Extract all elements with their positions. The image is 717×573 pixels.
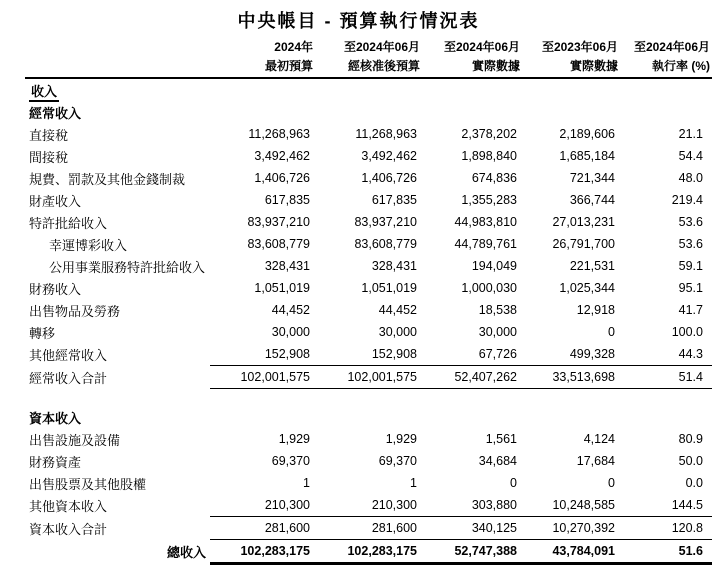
cell-actual-current bbox=[422, 101, 522, 123]
cell-initial-budget: 83,937,210 bbox=[247, 215, 310, 229]
cell-execution-rate: 100.0 bbox=[671, 325, 703, 339]
row-label: 轉移 bbox=[29, 325, 56, 341]
row-label: 經常收入合計 bbox=[29, 370, 108, 386]
cell-actual-prior: 1,685,184 bbox=[559, 149, 615, 163]
cell-actual-current: 44,789,761 bbox=[454, 237, 517, 251]
cell-revised-budget: 3,492,462 bbox=[361, 149, 417, 163]
empty-cell bbox=[422, 78, 522, 101]
income-section-label bbox=[25, 78, 210, 101]
row-label: 總收入 bbox=[166, 545, 206, 560]
row-label: 經常收入 bbox=[29, 105, 82, 121]
cell-initial-budget: 3,492,462 bbox=[254, 149, 310, 163]
empty-cell bbox=[522, 78, 620, 101]
cell-actual-current: 1,355,283 bbox=[461, 193, 517, 207]
cell-revised-budget: 69,370 bbox=[378, 454, 417, 468]
table-row bbox=[25, 101, 712, 123]
cell-revised-budget bbox=[315, 389, 422, 407]
cell-revised-budget: 30,000 bbox=[378, 325, 417, 339]
cell-initial-budget: 102,001,575 bbox=[210, 366, 315, 389]
row-label bbox=[25, 389, 210, 407]
row-label: 特許批給收入 bbox=[29, 215, 108, 231]
row-label: 財產收入 bbox=[29, 193, 82, 209]
col-header-initial-budget-period: 2024年 bbox=[274, 40, 313, 54]
table-row bbox=[25, 406, 712, 428]
cell-initial-budget bbox=[210, 389, 315, 407]
row-label: 資本收入合計 bbox=[29, 521, 108, 537]
cell-actual-current: 52,407,262 bbox=[422, 366, 522, 389]
cell-revised-budget: 1 bbox=[410, 476, 417, 490]
empty-cell bbox=[315, 78, 422, 101]
header-row-measure bbox=[25, 55, 712, 78]
cell-execution-rate: 54.4 bbox=[678, 149, 703, 163]
table-row bbox=[25, 255, 712, 277]
empty-cell bbox=[620, 78, 712, 101]
cell-actual-current: 30,000 bbox=[478, 325, 517, 339]
cell-actual-prior: 366,744 bbox=[569, 193, 615, 207]
cell-initial-budget: 30,000 bbox=[271, 325, 310, 339]
col-header-actual-prior: 實際數據 bbox=[522, 55, 620, 78]
cell-execution-rate: 219.4 bbox=[671, 193, 703, 207]
cell-actual-prior: 27,013,231 bbox=[552, 215, 615, 229]
cell-execution-rate: 59.1 bbox=[678, 259, 703, 273]
row-label: 其他經常收入 bbox=[29, 347, 108, 363]
cell-actual-prior: 221,531 bbox=[569, 259, 615, 273]
cell-actual-current: 44,983,810 bbox=[454, 215, 517, 229]
cell-actual-current: 34,684 bbox=[478, 454, 517, 468]
cell-revised-budget: 44,452 bbox=[378, 303, 417, 317]
cell-actual-current: 1,898,840 bbox=[461, 149, 517, 163]
table-row bbox=[25, 167, 712, 189]
col-header-execution-rate: 執行率 (%) bbox=[620, 55, 712, 78]
cell-initial-budget: 11,268,963 bbox=[248, 127, 310, 141]
cell-actual-prior: 12,918 bbox=[576, 303, 615, 317]
row-label: 資本收入 bbox=[29, 410, 82, 426]
table-row bbox=[25, 299, 712, 321]
cell-revised-budget: 102,283,175 bbox=[315, 540, 422, 564]
cell-actual-current: 194,049 bbox=[471, 259, 517, 273]
cell-actual-prior bbox=[522, 389, 620, 407]
cell-actual-prior bbox=[522, 101, 620, 123]
table-row bbox=[25, 123, 712, 145]
table-row bbox=[25, 450, 712, 472]
cell-actual-prior: 33,513,698 bbox=[522, 366, 620, 389]
cell-execution-rate: 0.0 bbox=[685, 476, 703, 490]
cell-initial-budget: 281,600 bbox=[210, 517, 315, 540]
header-row-period bbox=[25, 32, 712, 55]
table-row bbox=[25, 428, 712, 450]
cell-execution-rate: 95.1 bbox=[678, 281, 703, 295]
col-header-actual-prior-period: 至2023年06月 bbox=[541, 40, 618, 54]
cell-execution-rate bbox=[620, 406, 712, 428]
cell-initial-budget bbox=[210, 101, 315, 123]
table-row bbox=[25, 189, 712, 211]
row-label: 間接稅 bbox=[29, 149, 69, 165]
income-section-label-text: 收入 bbox=[29, 84, 59, 102]
cell-revised-budget: 617,835 bbox=[371, 193, 417, 207]
row-label: 其他資本收入 bbox=[29, 498, 108, 514]
cell-revised-budget: 210,300 bbox=[371, 498, 417, 512]
cell-revised-budget bbox=[315, 406, 422, 428]
table-row bbox=[25, 540, 712, 564]
cell-actual-prior: 0 bbox=[608, 325, 615, 339]
cell-actual-prior: 17,684 bbox=[576, 454, 615, 468]
row-label: 直接稅 bbox=[29, 127, 69, 143]
col-header-revised-budget-period: 至2024年06月 bbox=[343, 40, 420, 54]
cell-actual-current: 67,726 bbox=[478, 347, 517, 361]
cell-revised-budget: 328,431 bbox=[371, 259, 417, 273]
cell-execution-rate: 41.7 bbox=[678, 303, 703, 317]
col-header-execution-rate-period: 至2024年06月 bbox=[633, 40, 710, 54]
cell-actual-prior: 721,344 bbox=[569, 171, 615, 185]
cell-initial-budget bbox=[210, 406, 315, 428]
cell-execution-rate: 53.6 bbox=[678, 215, 703, 229]
report-page bbox=[0, 10, 717, 573]
row-label: 財務資產 bbox=[29, 454, 82, 470]
cell-actual-prior: 10,270,392 bbox=[522, 517, 620, 540]
cell-initial-budget: 44,452 bbox=[271, 303, 310, 317]
cell-execution-rate: 44.3 bbox=[678, 347, 703, 361]
cell-execution-rate: 21.1 bbox=[678, 127, 703, 141]
cell-initial-budget: 69,370 bbox=[271, 454, 310, 468]
cell-initial-budget: 102,283,175 bbox=[210, 540, 315, 564]
cell-execution-rate bbox=[620, 389, 712, 407]
cell-revised-budget: 83,608,779 bbox=[354, 237, 417, 251]
col-header-actual-current-period: 至2024年06月 bbox=[443, 40, 520, 54]
row-label: 出售設施及設備 bbox=[29, 432, 121, 448]
table-row bbox=[25, 494, 712, 517]
page-title: 中央帳目 - 預算執行情況表 bbox=[237, 11, 480, 31]
budget-execution-table bbox=[25, 32, 712, 565]
cell-revised-budget: 83,937,210 bbox=[354, 215, 417, 229]
cell-initial-budget: 1,929 bbox=[278, 432, 310, 446]
cell-initial-budget: 152,908 bbox=[264, 347, 310, 361]
header-corner-2 bbox=[25, 55, 210, 78]
cell-actual-prior: 499,328 bbox=[569, 347, 615, 361]
cell-initial-budget: 617,835 bbox=[264, 193, 310, 207]
cell-actual-prior: 10,248,585 bbox=[552, 498, 615, 512]
cell-initial-budget: 210,300 bbox=[264, 498, 310, 512]
table-row bbox=[25, 366, 712, 389]
cell-actual-current: 674,836 bbox=[471, 171, 517, 185]
cell-actual-prior: 4,124 bbox=[583, 432, 615, 446]
table-row bbox=[25, 277, 712, 299]
cell-actual-current: 303,880 bbox=[471, 498, 517, 512]
cell-actual-current: 52,747,388 bbox=[422, 540, 522, 564]
table-row bbox=[25, 211, 712, 233]
row-label: 幸運博彩收入 bbox=[49, 237, 128, 253]
cell-execution-rate bbox=[620, 101, 712, 123]
cell-revised-budget: 11,268,963 bbox=[355, 127, 417, 141]
cell-execution-rate: 144.5 bbox=[671, 498, 703, 512]
cell-execution-rate: 53.6 bbox=[678, 237, 703, 251]
cell-initial-budget: 1,051,019 bbox=[254, 281, 310, 295]
cell-revised-budget bbox=[315, 101, 422, 123]
cell-execution-rate: 80.9 bbox=[678, 432, 703, 446]
table-row bbox=[25, 472, 712, 494]
col-header-actual-current: 實際數據 bbox=[422, 55, 522, 78]
row-label: 規費、罰款及其他金錢制裁 bbox=[29, 171, 186, 187]
table-row bbox=[25, 343, 712, 366]
cell-actual-current: 18,538 bbox=[478, 303, 517, 317]
table-row bbox=[25, 517, 712, 540]
header-corner bbox=[25, 32, 210, 55]
cell-actual-prior: 1,025,344 bbox=[559, 281, 615, 295]
income-section-header-row bbox=[25, 78, 712, 101]
cell-execution-rate: 50.0 bbox=[678, 454, 703, 468]
row-label: 出售物品及勞務 bbox=[29, 303, 121, 319]
col-header-revised-budget: 經核准後預算 bbox=[315, 55, 422, 78]
cell-initial-budget: 1,406,726 bbox=[254, 171, 310, 185]
cell-initial-budget: 1 bbox=[303, 476, 310, 490]
table-row bbox=[25, 389, 712, 407]
cell-execution-rate: 51.4 bbox=[620, 366, 712, 389]
cell-execution-rate: 51.6 bbox=[620, 540, 712, 564]
cell-actual-prior: 2,189,606 bbox=[559, 127, 615, 141]
cell-initial-budget: 328,431 bbox=[264, 259, 310, 273]
cell-revised-budget: 1,051,019 bbox=[361, 281, 417, 295]
table-row bbox=[25, 145, 712, 167]
row-label: 公用事業服務特許批給收入 bbox=[49, 259, 206, 275]
cell-revised-budget: 1,406,726 bbox=[361, 171, 417, 185]
cell-actual-prior: 26,791,700 bbox=[552, 237, 615, 251]
cell-actual-current bbox=[422, 389, 522, 407]
table-body bbox=[25, 78, 712, 564]
col-header-initial-budget: 最初預算 bbox=[210, 55, 315, 78]
cell-actual-current: 1,000,030 bbox=[461, 281, 517, 295]
cell-revised-budget: 152,908 bbox=[371, 347, 417, 361]
cell-initial-budget: 83,608,779 bbox=[247, 237, 310, 251]
empty-cell bbox=[210, 78, 315, 101]
cell-actual-prior: 0 bbox=[608, 476, 615, 490]
table-row bbox=[25, 321, 712, 343]
row-label: 出售股票及其他股權 bbox=[29, 476, 147, 492]
cell-revised-budget: 1,929 bbox=[385, 432, 417, 446]
cell-revised-budget: 102,001,575 bbox=[315, 366, 422, 389]
cell-actual-current bbox=[422, 406, 522, 428]
cell-execution-rate: 48.0 bbox=[678, 171, 703, 185]
cell-execution-rate: 120.8 bbox=[620, 517, 712, 540]
cell-actual-current: 1,561 bbox=[485, 432, 517, 446]
cell-actual-current: 340,125 bbox=[422, 517, 522, 540]
cell-actual-current: 0 bbox=[510, 476, 517, 490]
cell-actual-current: 2,378,202 bbox=[461, 127, 517, 141]
row-label: 財務收入 bbox=[29, 281, 82, 297]
cell-revised-budget: 281,600 bbox=[315, 517, 422, 540]
cell-actual-prior bbox=[522, 406, 620, 428]
table-row bbox=[25, 233, 712, 255]
cell-actual-prior: 43,784,091 bbox=[522, 540, 620, 564]
table-header bbox=[25, 32, 712, 78]
